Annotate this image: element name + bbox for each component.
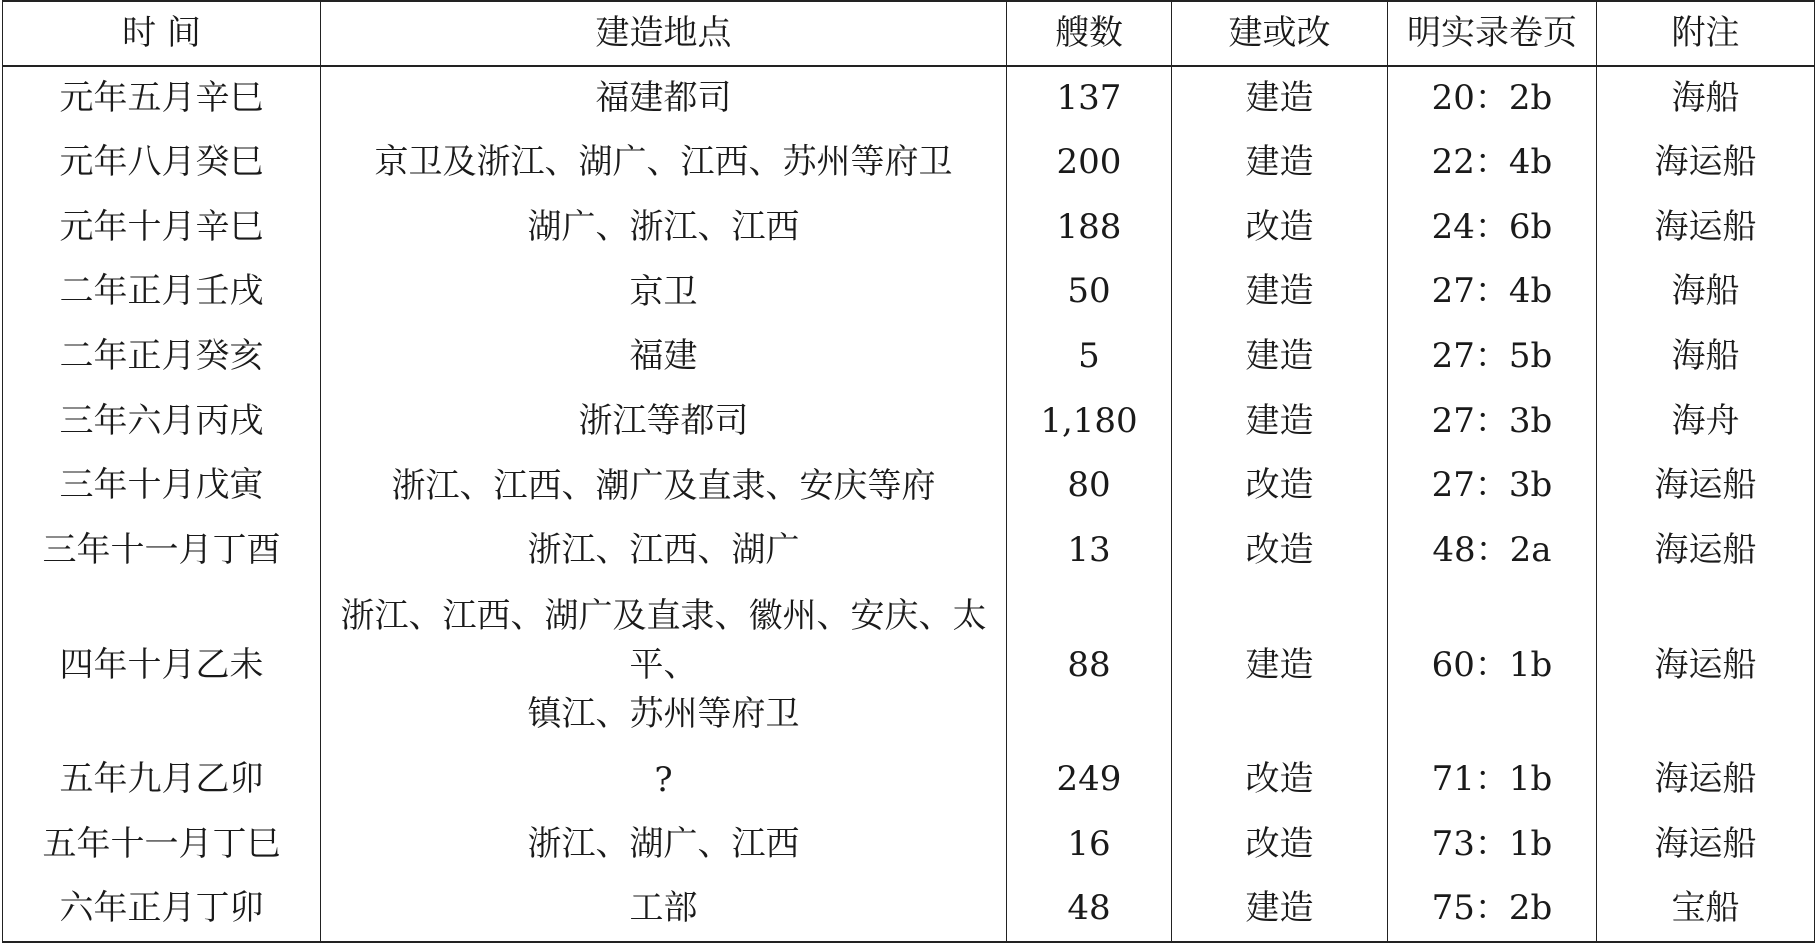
- cell-type: 建造: [1172, 260, 1388, 325]
- cell-type: 建造: [1172, 389, 1388, 454]
- cell-ref: 24：6b: [1388, 195, 1597, 260]
- table-row: [3, 454, 1815, 519]
- cell-count: 200: [1007, 131, 1172, 196]
- cell-ref: 71：1b: [1388, 748, 1597, 813]
- cell-time: 二年正月壬戌: [3, 260, 321, 325]
- cell-note: 海船: [1597, 260, 1815, 325]
- cell-place: 工部: [321, 877, 1007, 942]
- cell-note: 海舟: [1597, 389, 1815, 454]
- table-row: [3, 195, 1815, 260]
- table-row: [3, 325, 1815, 390]
- cell-place: 京卫: [321, 260, 1007, 325]
- cell-type: 改造: [1172, 519, 1388, 584]
- cell-place: 浙江、江西、湖广: [321, 519, 1007, 584]
- cell-type: 建造: [1172, 877, 1388, 942]
- cell-time: 二年正月癸亥: [3, 325, 321, 390]
- cell-ref: 27：3b: [1388, 389, 1597, 454]
- cell-note: 海运船: [1597, 131, 1815, 196]
- cell-ref: 73：1b: [1388, 813, 1597, 878]
- cell-time: 元年十月辛巳: [3, 195, 321, 260]
- table-row: [3, 66, 1815, 131]
- table-row: [3, 260, 1815, 325]
- cell-ref: 22：4b: [1388, 131, 1597, 196]
- cell-type: 改造: [1172, 195, 1388, 260]
- table-row: [3, 877, 1815, 942]
- cell-time: 六年正月丁卯: [3, 877, 321, 942]
- header-count: 艘数: [1007, 1, 1172, 66]
- cell-count: 137: [1007, 66, 1172, 131]
- cell-count: 5: [1007, 325, 1172, 390]
- cell-count: 50: [1007, 260, 1172, 325]
- table-row: [3, 519, 1815, 584]
- cell-type: 改造: [1172, 748, 1388, 813]
- header-ming-shilu-ref: 明实录卷页: [1388, 1, 1597, 66]
- cell-place: 浙江等都司: [321, 389, 1007, 454]
- cell-type: 改造: [1172, 813, 1388, 878]
- header-row: [3, 1, 1815, 66]
- cell-place: 福建都司: [321, 66, 1007, 131]
- cell-time: 五年九月乙卯: [3, 748, 321, 813]
- cell-place: [321, 583, 1007, 748]
- cell-note: 宝船: [1597, 877, 1815, 942]
- cell-note: 海船: [1597, 66, 1815, 131]
- cell-note: 海运船: [1597, 748, 1815, 813]
- table-row: [3, 813, 1815, 878]
- cell-ref: 27：4b: [1388, 260, 1597, 325]
- table-body: [3, 66, 1815, 942]
- cell-ref: 20：2b: [1388, 66, 1597, 131]
- cell-note: 海运船: [1597, 813, 1815, 878]
- cell-count: 16: [1007, 813, 1172, 878]
- table-row: [3, 748, 1815, 813]
- cell-time: 元年五月辛巳: [3, 66, 321, 131]
- cell-note: 海运船: [1597, 583, 1815, 748]
- cell-place: 京卫及浙江、湖广、江西、苏州等府卫: [321, 131, 1007, 196]
- cell-place-line-2: 镇江、苏州等府卫: [527, 694, 800, 735]
- cell-count: 88: [1007, 583, 1172, 748]
- cell-time: 三年十一月丁酉: [3, 519, 321, 584]
- header-build-or-modify: 建或改: [1172, 1, 1388, 66]
- cell-type: 建造: [1172, 66, 1388, 131]
- ship-building-table-container: [2, 0, 1814, 943]
- cell-type: 建造: [1172, 131, 1388, 196]
- cell-note: 海运船: [1597, 454, 1815, 519]
- ship-building-table: [2, 0, 1815, 943]
- cell-note: 海运船: [1597, 195, 1815, 260]
- cell-place: 浙江、湖广、江西: [321, 813, 1007, 878]
- cell-note: 海船: [1597, 325, 1815, 390]
- cell-type: 建造: [1172, 583, 1388, 748]
- cell-ref: 75：2b: [1388, 877, 1597, 942]
- cell-time: 三年十月戊寅: [3, 454, 321, 519]
- cell-place-line-1: 浙江、江西、湖广及直隶、徽州、安庆、太平、: [340, 595, 987, 685]
- cell-place: 福建: [321, 325, 1007, 390]
- cell-count: 249: [1007, 748, 1172, 813]
- cell-count: 1,180: [1007, 389, 1172, 454]
- cell-time: 五年十一月丁巳: [3, 813, 321, 878]
- table-row: [3, 389, 1815, 454]
- cell-ref: 27：3b: [1388, 454, 1597, 519]
- cell-ref: 60：1b: [1388, 583, 1597, 748]
- cell-place: ?: [321, 748, 1007, 813]
- cell-time: 四年十月乙未: [3, 583, 321, 748]
- table-row: [3, 131, 1815, 196]
- cell-time: 三年六月丙戌: [3, 389, 321, 454]
- header-note: 附注: [1597, 1, 1815, 66]
- cell-type: 改造: [1172, 454, 1388, 519]
- cell-note: 海运船: [1597, 519, 1815, 584]
- table-header: [3, 1, 1815, 66]
- cell-count: 13: [1007, 519, 1172, 584]
- cell-count: 80: [1007, 454, 1172, 519]
- cell-place: 湖广、浙江、江西: [321, 195, 1007, 260]
- table-row: [3, 583, 1815, 748]
- header-place: 建造地点: [321, 1, 1007, 66]
- cell-time: 元年八月癸巳: [3, 131, 321, 196]
- cell-ref: 27：5b: [1388, 325, 1597, 390]
- header-time: 时 间: [3, 1, 321, 66]
- cell-count: 48: [1007, 877, 1172, 942]
- cell-place: 浙江、江西、潮广及直隶、安庆等府: [321, 454, 1007, 519]
- cell-count: 188: [1007, 195, 1172, 260]
- cell-type: 建造: [1172, 325, 1388, 390]
- cell-ref: 48：2a: [1388, 519, 1597, 584]
